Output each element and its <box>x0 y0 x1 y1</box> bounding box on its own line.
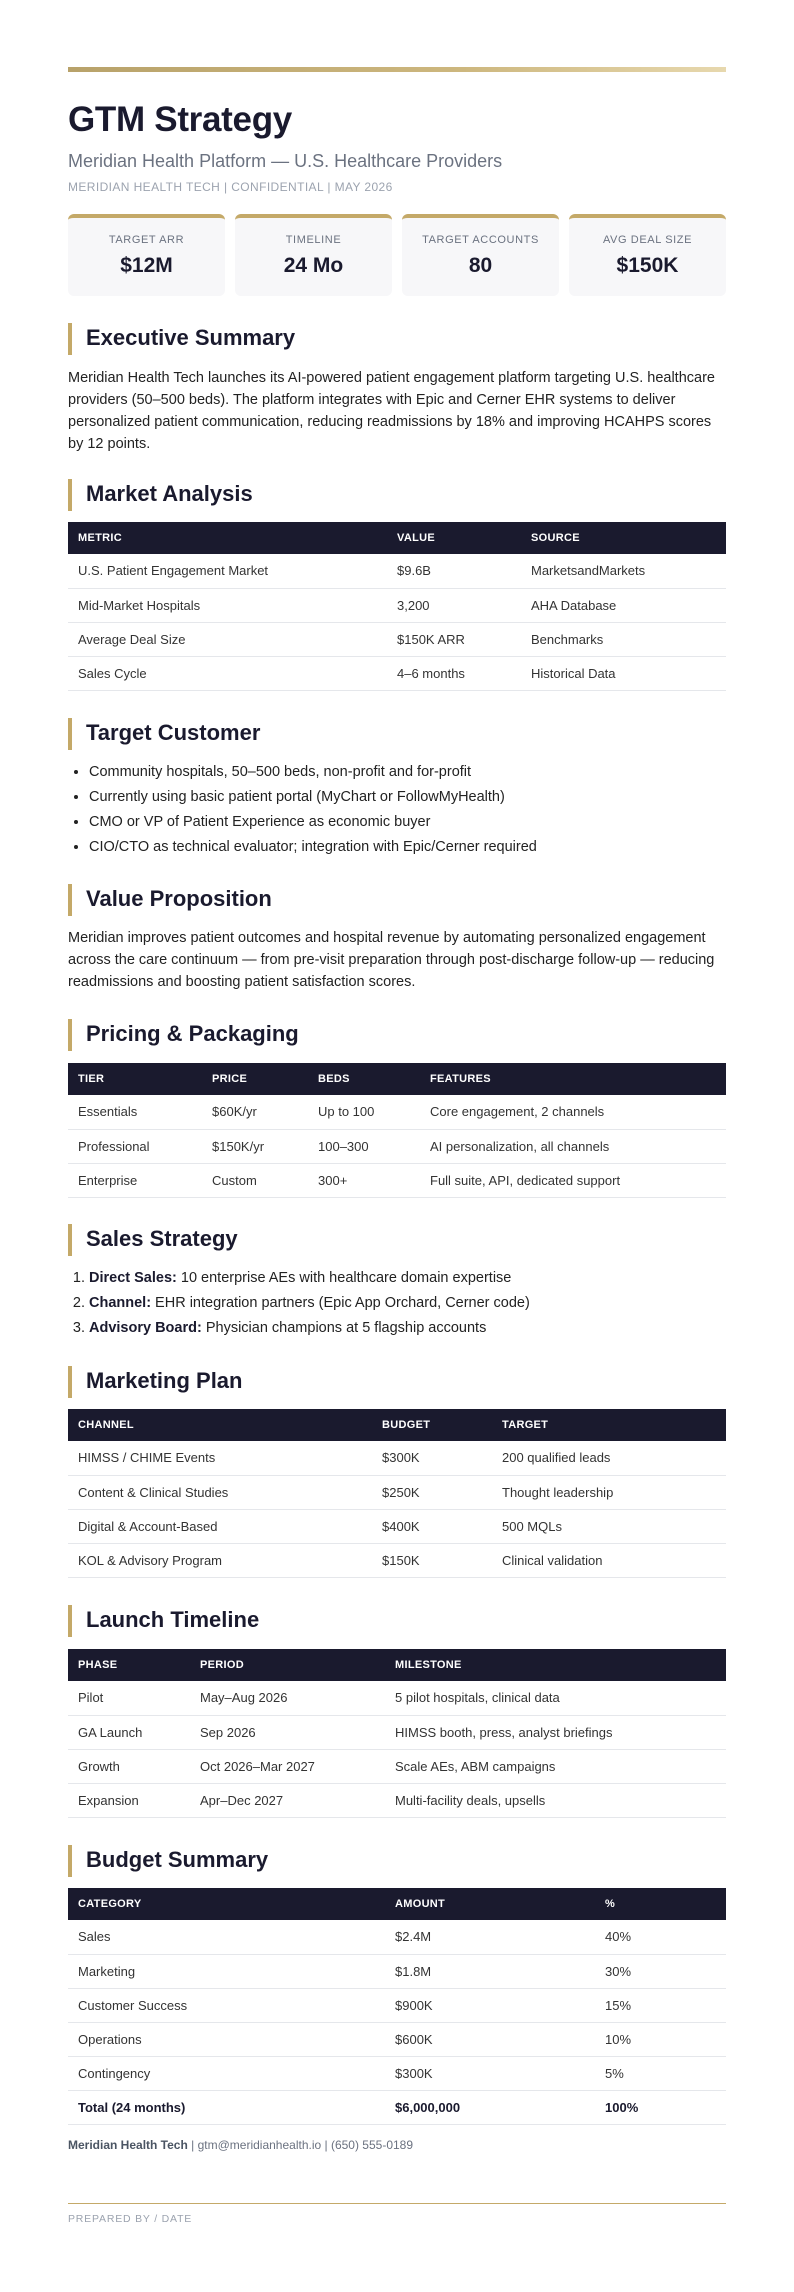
table-cell: $250K <box>372 1475 492 1509</box>
kpi-label: AVG DEAL SIZE <box>602 234 693 246</box>
column-header: TARGET <box>502 1419 549 1431</box>
section-heading-budget-summary: Budget Summary <box>68 1845 268 1877</box>
table-row <box>68 1095 726 1129</box>
table-row <box>68 622 726 656</box>
table-cell: Customer Success <box>68 1988 385 2022</box>
table-cell: Marketing <box>68 1954 385 1988</box>
table-cell: Up to 100 <box>308 1095 420 1129</box>
table-cell: $150K <box>372 1543 492 1577</box>
kpi-label: TIMELINE <box>285 234 342 246</box>
table-cell: $300K <box>385 2056 595 2090</box>
table-cell: AI personalization, all channels <box>420 1129 726 1163</box>
column-header: FEATURES <box>430 1073 491 1085</box>
column-header: SOURCE <box>531 532 580 544</box>
table-cell: GA Launch <box>68 1715 190 1749</box>
table-cell: 300+ <box>308 1163 420 1197</box>
table-cell: Clinical validation <box>492 1543 726 1577</box>
table-row <box>68 1749 726 1783</box>
table-cell: Digital & Account-Based <box>68 1509 372 1543</box>
table-cell: Sep 2026 <box>190 1715 385 1749</box>
table-row <box>68 588 726 622</box>
list-item-text: 10 enterprise AEs with healthcare domain expertise <box>176 1270 512 1286</box>
page-subtitle: Meridian Health Platform — U.S. Healthcare Providers <box>68 151 503 171</box>
table-cell: 200 qualified leads <box>492 1441 726 1475</box>
table-row <box>68 1475 726 1509</box>
column-header: BUDGET <box>382 1419 431 1431</box>
table-cell: Custom <box>202 1163 308 1197</box>
kpi-card-target-arr <box>68 214 225 296</box>
column-header: PHASE <box>78 1659 118 1671</box>
table-cell: Mid-Market Hospitals <box>68 588 387 622</box>
table-cell: Apr–Dec 2027 <box>190 1783 385 1817</box>
footer-divider <box>68 2203 726 2204</box>
table-cell: Full suite, API, dedicated support <box>420 1163 726 1197</box>
table-cell: $900K <box>385 1988 595 2022</box>
table-cell: 100–300 <box>308 1129 420 1163</box>
contact-line <box>68 2138 413 2152</box>
table-cell: $400K <box>372 1509 492 1543</box>
accent-bar <box>68 67 726 72</box>
table-cell: 500 MQLs <box>492 1509 726 1543</box>
table-cell: MarketsandMarkets <box>521 554 726 588</box>
table-cell: Benchmarks <box>521 622 726 656</box>
table-cell: Total (24 months) <box>68 2090 385 2124</box>
list-item: • Currently using basic patient portal (MyChart or FollowMyHealth) <box>89 785 719 810</box>
table-cell: Operations <box>68 2022 385 2056</box>
list-item-label: Channel: <box>89 1295 152 1311</box>
table-row <box>68 1988 726 2022</box>
pricing-table <box>68 1063 726 1198</box>
table-row <box>68 1441 726 1475</box>
table-cell: 30% <box>595 1954 726 1988</box>
table-cell: Sales Cycle <box>68 656 387 690</box>
table-cell: $150K ARR <box>387 622 521 656</box>
table-cell: $1.8M <box>385 1954 595 1988</box>
table-cell: Professional <box>68 1129 202 1163</box>
section-heading-marketing-plan: Marketing Plan <box>68 1366 242 1398</box>
value-proposition-text: Meridian improves patient outcomes and hospital revenue by automating personalized engagement across the care continuum — from pre-visit preparation through post-discharge follow-up — reducing readmissions and boosting patient satisfaction scores. <box>68 930 715 990</box>
table-cell: Multi-facility deals, upsells <box>385 1783 726 1817</box>
section-heading-launch-timeline: Launch Timeline <box>68 1605 259 1637</box>
page-title: GTM Strategy <box>68 100 292 139</box>
table-row <box>68 1543 726 1577</box>
column-header: MILESTONE <box>395 1659 462 1671</box>
table-cell: Sales <box>68 1920 385 1954</box>
table-row <box>68 2056 726 2090</box>
table-cell: Enterprise <box>68 1163 202 1197</box>
table-cell: Average Deal Size <box>68 622 387 656</box>
table-cell: Thought leadership <box>492 1475 726 1509</box>
column-header: METRIC <box>78 532 122 544</box>
section-heading-executive-summary: Executive Summary <box>68 323 295 355</box>
sales-strategy-list <box>89 1266 719 1341</box>
section-heading-sales-strategy: Sales Strategy <box>68 1224 238 1256</box>
document-meta: MERIDIAN HEALTH TECH | CONFIDENTIAL | MAY 2026 <box>68 180 393 194</box>
table-cell: KOL & Advisory Program <box>68 1543 372 1577</box>
list-item: • Community hospitals, 50–500 beds, non-profit and for-profit <box>89 760 719 785</box>
prepared-by-label: PREPARED BY / DATE <box>68 2213 193 2225</box>
kpi-card-avg-deal-size <box>569 214 726 296</box>
list-item-label: Direct Sales: <box>89 1270 177 1286</box>
list-item <box>89 1266 719 1291</box>
table-row <box>68 1920 726 1954</box>
table-row <box>68 1129 726 1163</box>
table-header-row <box>68 1888 726 1920</box>
list-item <box>89 1291 719 1316</box>
table-cell: 4–6 months <box>387 656 521 690</box>
kpi-value: $150K <box>616 254 679 277</box>
table-cell: Content & Clinical Studies <box>68 1475 372 1509</box>
market-analysis-table <box>68 522 726 691</box>
kpi-value: $12M <box>120 254 173 277</box>
list-item-label: Advisory Board: <box>89 1320 202 1336</box>
table-cell: Essentials <box>68 1095 202 1129</box>
column-header: PERIOD <box>200 1659 244 1671</box>
table-cell: 5% <box>595 2056 726 2090</box>
column-header: AMOUNT <box>395 1898 446 1910</box>
table-row <box>68 1783 726 1817</box>
table-cell: U.S. Patient Engagement Market <box>68 554 387 588</box>
section-heading-market-analysis: Market Analysis <box>68 479 253 511</box>
table-header-row <box>68 1409 726 1441</box>
table-cell: Historical Data <box>521 656 726 690</box>
table-row <box>68 1681 726 1715</box>
column-header: CHANNEL <box>78 1419 134 1431</box>
column-header: % <box>605 1898 616 1910</box>
table-cell: 100% <box>595 2090 726 2124</box>
table-cell: Pilot <box>68 1681 190 1715</box>
table-cell: HIMSS / CHIME Events <box>68 1441 372 1475</box>
table-cell: Contingency <box>68 2056 385 2090</box>
table-header-row <box>68 522 726 554</box>
column-header: VALUE <box>397 532 435 544</box>
table-header-row <box>68 1063 726 1095</box>
table-cell: $150K/yr <box>202 1129 308 1163</box>
kpi-card-target-accounts <box>402 214 559 296</box>
table-row <box>68 554 726 588</box>
table-cell: 40% <box>595 1920 726 1954</box>
table-cell: $6,000,000 <box>385 2090 595 2124</box>
list-item-text: EHR integration partners (Epic App Orchard, Cerner code) <box>151 1295 530 1311</box>
budget-summary-table <box>68 1888 726 2125</box>
list-item <box>89 1316 719 1341</box>
kpi-value: 24 Mo <box>283 254 344 277</box>
table-cell: HIMSS booth, press, analyst briefings <box>385 1715 726 1749</box>
table-row <box>68 1954 726 1988</box>
table-cell: May–Aug 2026 <box>190 1681 385 1715</box>
column-header: CATEGORY <box>78 1898 142 1910</box>
target-customer-list <box>89 760 719 860</box>
table-cell: $60K/yr <box>202 1095 308 1129</box>
kpi-cards <box>68 214 726 296</box>
table-row <box>68 1509 726 1543</box>
executive-summary-text: Meridian Health Tech launches its AI-powered patient engagement platform targeting U.S. healthcare providers (50–500 beds). The platform integrates with Epic and Cerner EHR systems to deliver personalized patient communication, reducing readmissions by 18% and improving HCAHPS scores by 12 points. <box>68 370 715 452</box>
launch-timeline-table <box>68 1649 726 1818</box>
list-item: • CIO/CTO as technical evaluator; integration with Epic/Cerner required <box>89 835 719 860</box>
table-cell: Expansion <box>68 1783 190 1817</box>
kpi-value: 80 <box>468 254 493 277</box>
table-row <box>68 1715 726 1749</box>
table-cell: $300K <box>372 1441 492 1475</box>
kpi-label: TARGET ARR <box>108 234 185 246</box>
section-heading-value-proposition: Value Proposition <box>68 884 272 916</box>
marketing-plan-table <box>68 1409 726 1578</box>
table-row <box>68 1163 726 1197</box>
contact-company: Meridian Health Tech <box>68 2138 188 2152</box>
table-header-row <box>68 1649 726 1681</box>
section-heading-target-customer: Target Customer <box>68 718 260 750</box>
column-header: BEDS <box>318 1073 350 1085</box>
table-total-row <box>68 2090 726 2124</box>
table-cell: Growth <box>68 1749 190 1783</box>
table-cell: 10% <box>595 2022 726 2056</box>
list-item-text: Physician champions at 5 flagship accounts <box>201 1320 487 1336</box>
table-cell: Oct 2026–Mar 2027 <box>190 1749 385 1783</box>
kpi-label: TARGET ACCOUNTS <box>422 234 539 246</box>
list-item: • CMO or VP of Patient Experience as economic buyer <box>89 810 719 835</box>
table-cell: $2.4M <box>385 1920 595 1954</box>
table-cell: $600K <box>385 2022 595 2056</box>
kpi-card-timeline <box>235 214 392 296</box>
table-cell: Core engagement, 2 channels <box>420 1095 726 1129</box>
table-cell: 5 pilot hospitals, clinical data <box>385 1681 726 1715</box>
table-row <box>68 2022 726 2056</box>
table-cell: Scale AEs, ABM campaigns <box>385 1749 726 1783</box>
table-cell: 3,200 <box>387 588 521 622</box>
table-cell: $9.6B <box>387 554 521 588</box>
column-header: PRICE <box>212 1073 248 1085</box>
section-heading-pricing: Pricing & Packaging <box>68 1019 299 1051</box>
column-header: TIER <box>78 1073 105 1085</box>
contact-details: | gtm@meridianhealth.io | (650) 555-0189 <box>187 2138 414 2152</box>
table-cell: AHA Database <box>521 588 726 622</box>
table-cell: 15% <box>595 1988 726 2022</box>
table-row <box>68 656 726 690</box>
